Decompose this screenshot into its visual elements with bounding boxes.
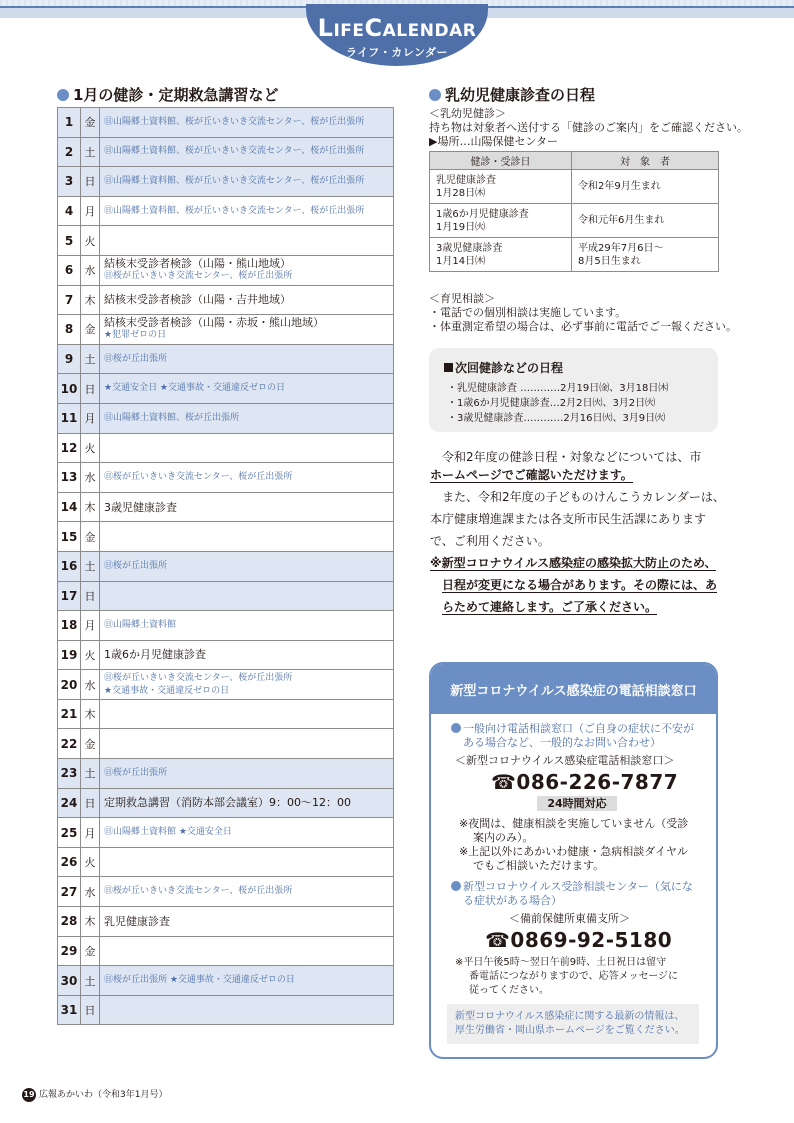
target-cell [572,170,719,204]
day-number: 15 [58,522,81,552]
day-number: 17 [58,581,81,611]
day-of-week: 土 [81,137,100,167]
exam-name: 1歳6か月児健康診査 [436,208,529,220]
calendar-row [58,847,394,877]
calendar-row [58,966,394,996]
note-alt-cont: でもご相談いただけます。 [473,859,605,872]
day-events [100,847,394,877]
notice-line-1 [430,552,716,574]
calendar-row [58,907,394,937]
day-events [100,551,394,581]
day-of-week: 火 [81,640,100,670]
checkup-intro-text: 持ち物は対象者へ送付する「健診のご案内」をご確認ください。 [429,121,748,134]
table-header-date: 健診・受診日 [430,152,572,170]
day-events [100,433,394,463]
day-number: 9 [58,344,81,374]
day-events [100,907,394,937]
notice-line-3 [442,596,657,618]
calendar-row [58,699,394,729]
day-events [100,522,394,552]
day-events [100,877,394,907]
day-events [100,137,394,167]
day-of-week: 火 [81,433,100,463]
calendar-row [58,285,394,315]
event-item: ㊐山陽郷土資料館、桜が丘いきいき交流センター、桜が丘出張所 [104,116,365,127]
calendar-heading [57,84,278,105]
calendar-row [58,167,394,197]
day-events [100,167,394,197]
heading-bullet-icon [57,89,69,101]
day-number: 6 [58,255,81,285]
table-row [430,238,719,272]
notice-text: 日程が変更になる場合があります。その際には、あ [442,578,718,592]
page-subtitle: ライフ・カレンダー [345,46,449,59]
day-number: 21 [58,699,81,729]
event-item: 1歳6か月児健康診査 [104,648,206,662]
event-item: ★交通安全日 ★交通事故・交通違反ゼロの日 [104,383,285,394]
event-item: ㊐山陽郷土資料館、桜が丘いきいき交流センター、桜が丘出張所 [104,205,365,216]
section-general-cont: ある場合など、一般的なお問い合わせ） [463,736,661,749]
day-of-week: 金 [81,936,100,966]
calendar-row [58,433,394,463]
day-events [100,374,394,404]
info-paragraph-2c: で、ご利用ください。 [430,534,550,548]
day-of-week: 月 [81,403,100,433]
day-events [100,966,394,996]
day-events [100,818,394,848]
next-schedule-line: ・1歳6か月児健康診査…2月2日㈫、3月2日㈫ [447,398,656,409]
event-item: 乳児健康診査 [104,914,170,928]
calendar-row [58,522,394,552]
day-events [100,196,394,226]
day-of-week: 金 [81,522,100,552]
day-of-week: 木 [81,285,100,315]
day-of-week: 月 [81,196,100,226]
day-of-week: 水 [81,463,100,493]
note-alt: ※上記以外にあかいわ健康・急病相談ダイヤル [459,845,688,858]
day-of-week: 日 [81,167,100,197]
day-number: 25 [58,818,81,848]
title-letter-l: L [317,14,334,42]
section-center [451,880,693,894]
heading-bullet-icon [429,89,441,101]
note-afterhours-cont: 番電話につながりますので、応答メッセージに [469,971,678,982]
day-events [100,995,394,1025]
latest-info-note [447,1004,699,1044]
day-number: 18 [58,611,81,641]
target-cell [572,204,719,238]
day-number: 26 [58,847,81,877]
target-text: 平成29年7月6日～ [578,242,664,254]
calendar-row [58,818,394,848]
day-events [100,226,394,256]
day-events [100,670,394,700]
consult-line-2: ・体重測定希望の場合は、必ず事前に電話でご一報ください。 [429,320,737,333]
calendar-row [58,137,394,167]
info-paragraph-2b: 本庁健康増進課または各支所市民生活課にあります [430,512,707,526]
corona-box-title: 新型コロナウイルス感染症の電話相談窓口 [431,664,716,714]
latest-info-line-1: 新型コロナウイルス感染症に関する最新の情報は、 [455,1011,685,1022]
calendar-row [58,374,394,404]
note-night: ※夜間は、健康相談を実施していません（受診 [459,817,689,830]
day-number: 30 [58,966,81,996]
exam-cell [430,238,572,272]
event-item: ㊐山陽郷土資料館 ★交通安全日 [104,827,232,838]
calendar-row [58,315,394,345]
exam-cell [430,204,572,238]
calendar-heading-text: 1月の健診・定期救急講習など [73,86,279,104]
day-of-week: 日 [81,374,100,404]
target-text: 令和2年9月生まれ [578,181,661,192]
day-of-week: 土 [81,344,100,374]
calendar-row [58,344,394,374]
day-number: 22 [58,729,81,759]
next-schedule-line: ・乳児健康診査 …………2月19日㈮、3月18日㈭ [447,383,669,394]
event-item: ★犯罪ゼロの日 [104,330,167,341]
consult-center-name: ＜新型コロナウイルス感染症電話相談窓口＞ [455,754,675,767]
consult-line-1: ・電話での個別相談は実施しています。 [429,306,627,319]
table-row [430,204,719,238]
calendar-row [58,551,394,581]
day-number: 11 [58,403,81,433]
day-of-week: 水 [81,877,100,907]
checkup-heading [429,84,595,105]
exam-date: 1月28日㈭ [436,187,486,199]
calendar-row [58,492,394,522]
notice-text: ※新型コロナウイルス感染症の感染拡大防止のため、 [430,556,717,570]
calendar-row [58,463,394,493]
calendar-row [58,877,394,907]
page-number: 19 [22,1088,36,1102]
checkup-heading-text: 乳幼児健康診査の日程 [445,86,596,104]
day-number: 24 [58,788,81,818]
day-events [100,255,394,285]
day-events [100,699,394,729]
calendar-row [58,108,394,138]
day-events [100,581,394,611]
event-item: 結核末受診者検診（山陽・熊山地域） [104,257,291,271]
note-night-cont: 案内のみ）。 [473,831,534,844]
day-of-week: 水 [81,255,100,285]
calendar-row [58,936,394,966]
day-events [100,108,394,138]
24h-badge: 24時間対応 [537,796,617,811]
day-number: 5 [58,226,81,256]
calendar-row [58,759,394,789]
day-events [100,285,394,315]
day-number: 19 [58,640,81,670]
day-of-week: 金 [81,729,100,759]
calendar-row [58,196,394,226]
info-text-underlined: ホームページでご確認いただけます。 [430,468,633,482]
section-center-cont: る症状がある場合） [463,894,562,907]
calendar-row [58,729,394,759]
title-letter-c: C [364,14,383,42]
next-schedule-title-text: 次回健診などの日程 [455,361,564,375]
calendar-row [58,640,394,670]
day-number: 14 [58,492,81,522]
page-footer [22,1087,167,1102]
day-events [100,640,394,670]
info-paragraph-1b [430,464,633,486]
event-item: 結核末受診者検診（山陽・赤坂・熊山地域） [104,316,324,330]
checkup-location: ▶場所…山陽保健センター [429,135,559,148]
day-number: 13 [58,463,81,493]
day-events [100,611,394,641]
event-item: ㊐桜が丘出張所 [104,353,168,364]
day-number: 31 [58,995,81,1025]
calendar-row [58,226,394,256]
checkup-intro-label: ＜乳幼児健診＞ [429,107,506,120]
phone-number-1[interactable]: ☎086-226-7877 [491,770,679,794]
info-text: 令和2年度の健診日程・対象などについては、市 [430,450,702,464]
bullet-icon [451,881,461,891]
calendar-row [58,611,394,641]
phone-number-2[interactable]: ☎0869-92-5180 [485,928,673,952]
exam-date: 1月19日㈫ [436,221,486,233]
info-paragraph-2: また、令和2年度の子どものけんこうカレンダーは、 [430,490,725,504]
target-text-2: 8月5日生まれ [578,255,641,267]
day-of-week: 月 [81,818,100,848]
day-of-week: 金 [81,108,100,138]
day-of-week: 木 [81,492,100,522]
event-item: ㊐桜が丘いきいき交流センター、桜が丘出張所 [104,672,293,683]
event-item: ㊐桜が丘いきいき交流センター、桜が丘出張所 [104,271,293,282]
day-number: 3 [58,167,81,197]
square-bullet-icon [444,363,453,372]
day-number: 20 [58,670,81,700]
calendar-row [58,255,394,285]
event-item: ㊐桜が丘いきいき交流センター、桜が丘出張所 [104,886,293,897]
day-number: 23 [58,759,81,789]
day-of-week: 日 [81,995,100,1025]
target-text: 令和元年6月生まれ [578,215,665,226]
day-events [100,403,394,433]
calendar-row [58,788,394,818]
day-number: 12 [58,433,81,463]
exam-name: 3歳児健康診査 [436,242,503,254]
day-of-week: 火 [81,226,100,256]
publication-name: 広報あかいわ（令和3年1月号） [39,1090,168,1100]
day-number: 7 [58,285,81,315]
page-title [306,14,488,42]
day-of-week: 土 [81,551,100,581]
event-item: 定期救急講習（消防本部会議室）9：00～12：00 [104,796,351,810]
day-events [100,759,394,789]
day-of-week: 火 [81,847,100,877]
table-row [430,170,719,204]
next-schedule-box [429,348,718,432]
section-general-text: 一般向け電話相談窓口（ご自身の症状に不安が [463,722,694,735]
day-number: 1 [58,108,81,138]
event-item: ㊐桜が丘出張所 ★交通事故・交通違反ゼロの日 [104,975,295,986]
event-item: ㊐山陽郷土資料館、桜が丘いきいき交流センター、桜が丘出張所 [104,146,365,157]
event-item: ㊐山陽郷土資料館 [104,619,177,630]
day-of-week: 水 [81,670,100,700]
next-schedule-title [444,359,563,376]
day-number: 29 [58,936,81,966]
day-events [100,492,394,522]
day-number: 4 [58,196,81,226]
exam-date: 1月14日㈭ [436,255,486,267]
day-events [100,344,394,374]
calendar-row [58,581,394,611]
table-header-target: 対 象 者 [572,152,719,170]
health-office-name: ＜備前保健所東備支所＞ [509,912,630,925]
corona-consult-box [429,662,718,1059]
day-events [100,729,394,759]
notice-text: らためて連絡します。ご了承ください。 [442,600,658,614]
day-number: 16 [58,551,81,581]
day-of-week: 土 [81,966,100,996]
event-item: ㊐山陽郷土資料館、桜が丘出張所 [104,412,240,423]
day-number: 28 [58,907,81,937]
day-of-week: 土 [81,759,100,789]
calendar-table [57,107,394,1025]
calendar-row [58,670,394,700]
day-of-week: 日 [81,581,100,611]
notice-line-2 [442,574,717,596]
day-of-week: 木 [81,907,100,937]
target-cell [572,238,719,272]
calendar-row [58,403,394,433]
event-item: ㊐桜が丘出張所 [104,767,168,778]
exam-cell [430,170,572,204]
day-number: 10 [58,374,81,404]
day-events [100,463,394,493]
day-of-week: 金 [81,315,100,345]
day-number: 2 [58,137,81,167]
title-part-alendar: ALENDAR [382,21,477,41]
day-events [100,315,394,345]
event-item: ★交通事故・交通違反ゼロの日 [104,685,230,696]
calendar-row [58,995,394,1025]
note-afterhours: ※平日午後5時～翌日午前9時、土日祝日は留守 [455,957,667,968]
title-part-ife: IFE [333,21,365,41]
day-of-week: 日 [81,788,100,818]
section-center-text: 新型コロナウイルス受診相談センター（気にな [463,880,693,893]
event-item: ㊐桜が丘出張所 [104,560,168,571]
latest-info-line-2: 厚生労働省・岡山県ホームページをご覧ください。 [455,1025,685,1036]
next-schedule-line: ・3歳児健康診査…………2月16日㈫、3月9日㈫ [447,413,666,424]
day-of-week: 月 [81,611,100,641]
section-general [451,722,694,736]
event-item: ㊐山陽郷土資料館、桜が丘いきいき交流センター、桜が丘出張所 [104,175,365,186]
bullet-icon [451,723,461,733]
checkup-schedule-table [429,151,719,272]
day-number: 27 [58,877,81,907]
day-events [100,936,394,966]
consult-label: ＜育児相談＞ [429,292,495,305]
event-item: ㊐桜が丘いきいき交流センター、桜が丘出張所 [104,471,293,482]
event-item: 結核末受診者検診（山陽・吉井地域） [104,293,291,307]
event-item: 3歳児健康診査 [104,500,177,514]
day-number: 8 [58,315,81,345]
note-afterhours-cont2: 従ってください。 [469,985,549,996]
day-of-week: 木 [81,699,100,729]
exam-name: 乳児健康診査 [436,174,496,186]
day-events [100,788,394,818]
